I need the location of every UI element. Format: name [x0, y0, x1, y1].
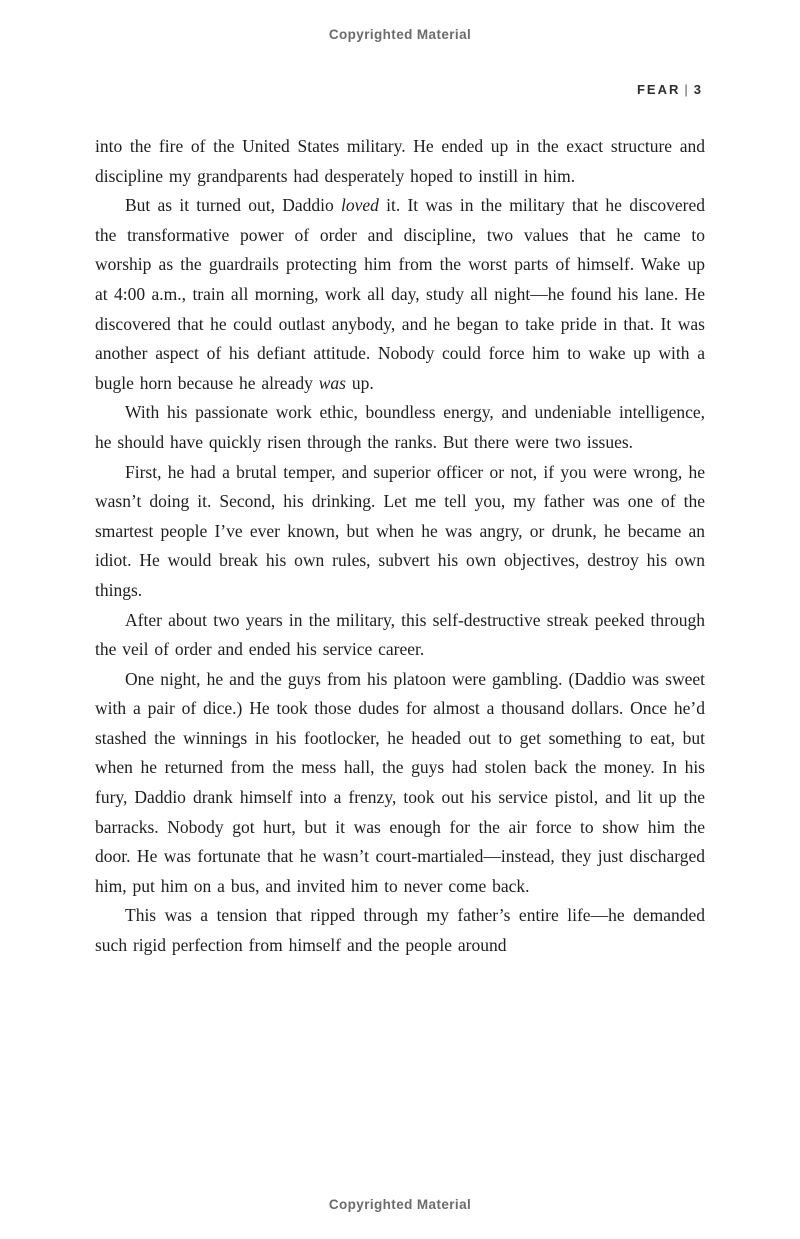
text-run: This was a tension that ripped through my father’s entire life—he demanded such rigid perfection from himself and the people around	[95, 905, 705, 956]
paragraph	[95, 901, 705, 960]
chapter-title: FEAR	[636, 82, 681, 97]
paragraph	[95, 398, 705, 457]
paragraph	[95, 606, 705, 665]
paragraph	[95, 132, 705, 191]
copyright-watermark-bottom: Copyrighted Material	[328, 1197, 472, 1212]
italic-text-run: loved	[340, 195, 379, 216]
page-number: 3	[693, 82, 703, 97]
text-run: First, he had a brutal temper, and superior officer or not, if you were wrong, he wasn’t doing it. Second, his drinking. Let me tell you, my father was one of the smartest people I’ve ever known, but when he was angry, or drunk, he became an idiot. He would break his own rules, subvert his own objectives, destroy his own things.	[95, 461, 705, 600]
running-header	[95, 82, 703, 97]
italic-text-run: was	[318, 372, 346, 393]
paragraph	[95, 191, 705, 398]
text-run: After about two years in the military, this self-destructive streak peeked through the veil of order and ended his service career.	[95, 609, 705, 660]
body-text	[95, 132, 705, 961]
text-run: it. It was in the military that he discovered the transformative power of order and discipline, two values that he came to worship as the guardrails protecting him from the worst parts of himself. Wake up at 4:00 a.m., train all morning, work all day, study all night—he found his lane. He discovered that he could outlast anybody, and he began to take pride in that. It was another aspect of his defiant attitude. Nobody could force him to wake up with a bugle horn because he already	[95, 195, 705, 393]
header-separator: |	[684, 82, 690, 97]
text-run: But as it turned out, Daddio	[125, 195, 341, 216]
paragraph	[95, 458, 705, 606]
text-run: One night, he and the guys from his platoon were gambling. (Daddio was sweet with a pair of dice.) He took those dudes for almost a thousand dollars. Once he’d stashed the winnings in his footlocker, he headed out to get something to eat, but when he returned from the mess hall, the guys had stolen back the money. In his fury, Daddio drank himself into a frenzy, took out his service pistol, and lit up the barracks. Nobody got hurt, but it was enough for the air force to show him the door. He was fortunate that he wasn’t court-martialed—instead, they just discharged him, put him on a bus, and invited him to never come back.	[95, 668, 705, 896]
paragraph	[95, 665, 705, 902]
text-run: into the fire of the United States military. He ended up in the exact structure and discipline my grandparents had desperately hoped to instill in him.	[95, 136, 705, 186]
text-run: up.	[345, 372, 374, 393]
text-run: With his passionate work ethic, boundless energy, and undeniable intelligence, he should have quickly risen through the ranks. But there were two issues.	[95, 402, 705, 452]
copyright-watermark-top: Copyrighted Material	[328, 27, 472, 42]
